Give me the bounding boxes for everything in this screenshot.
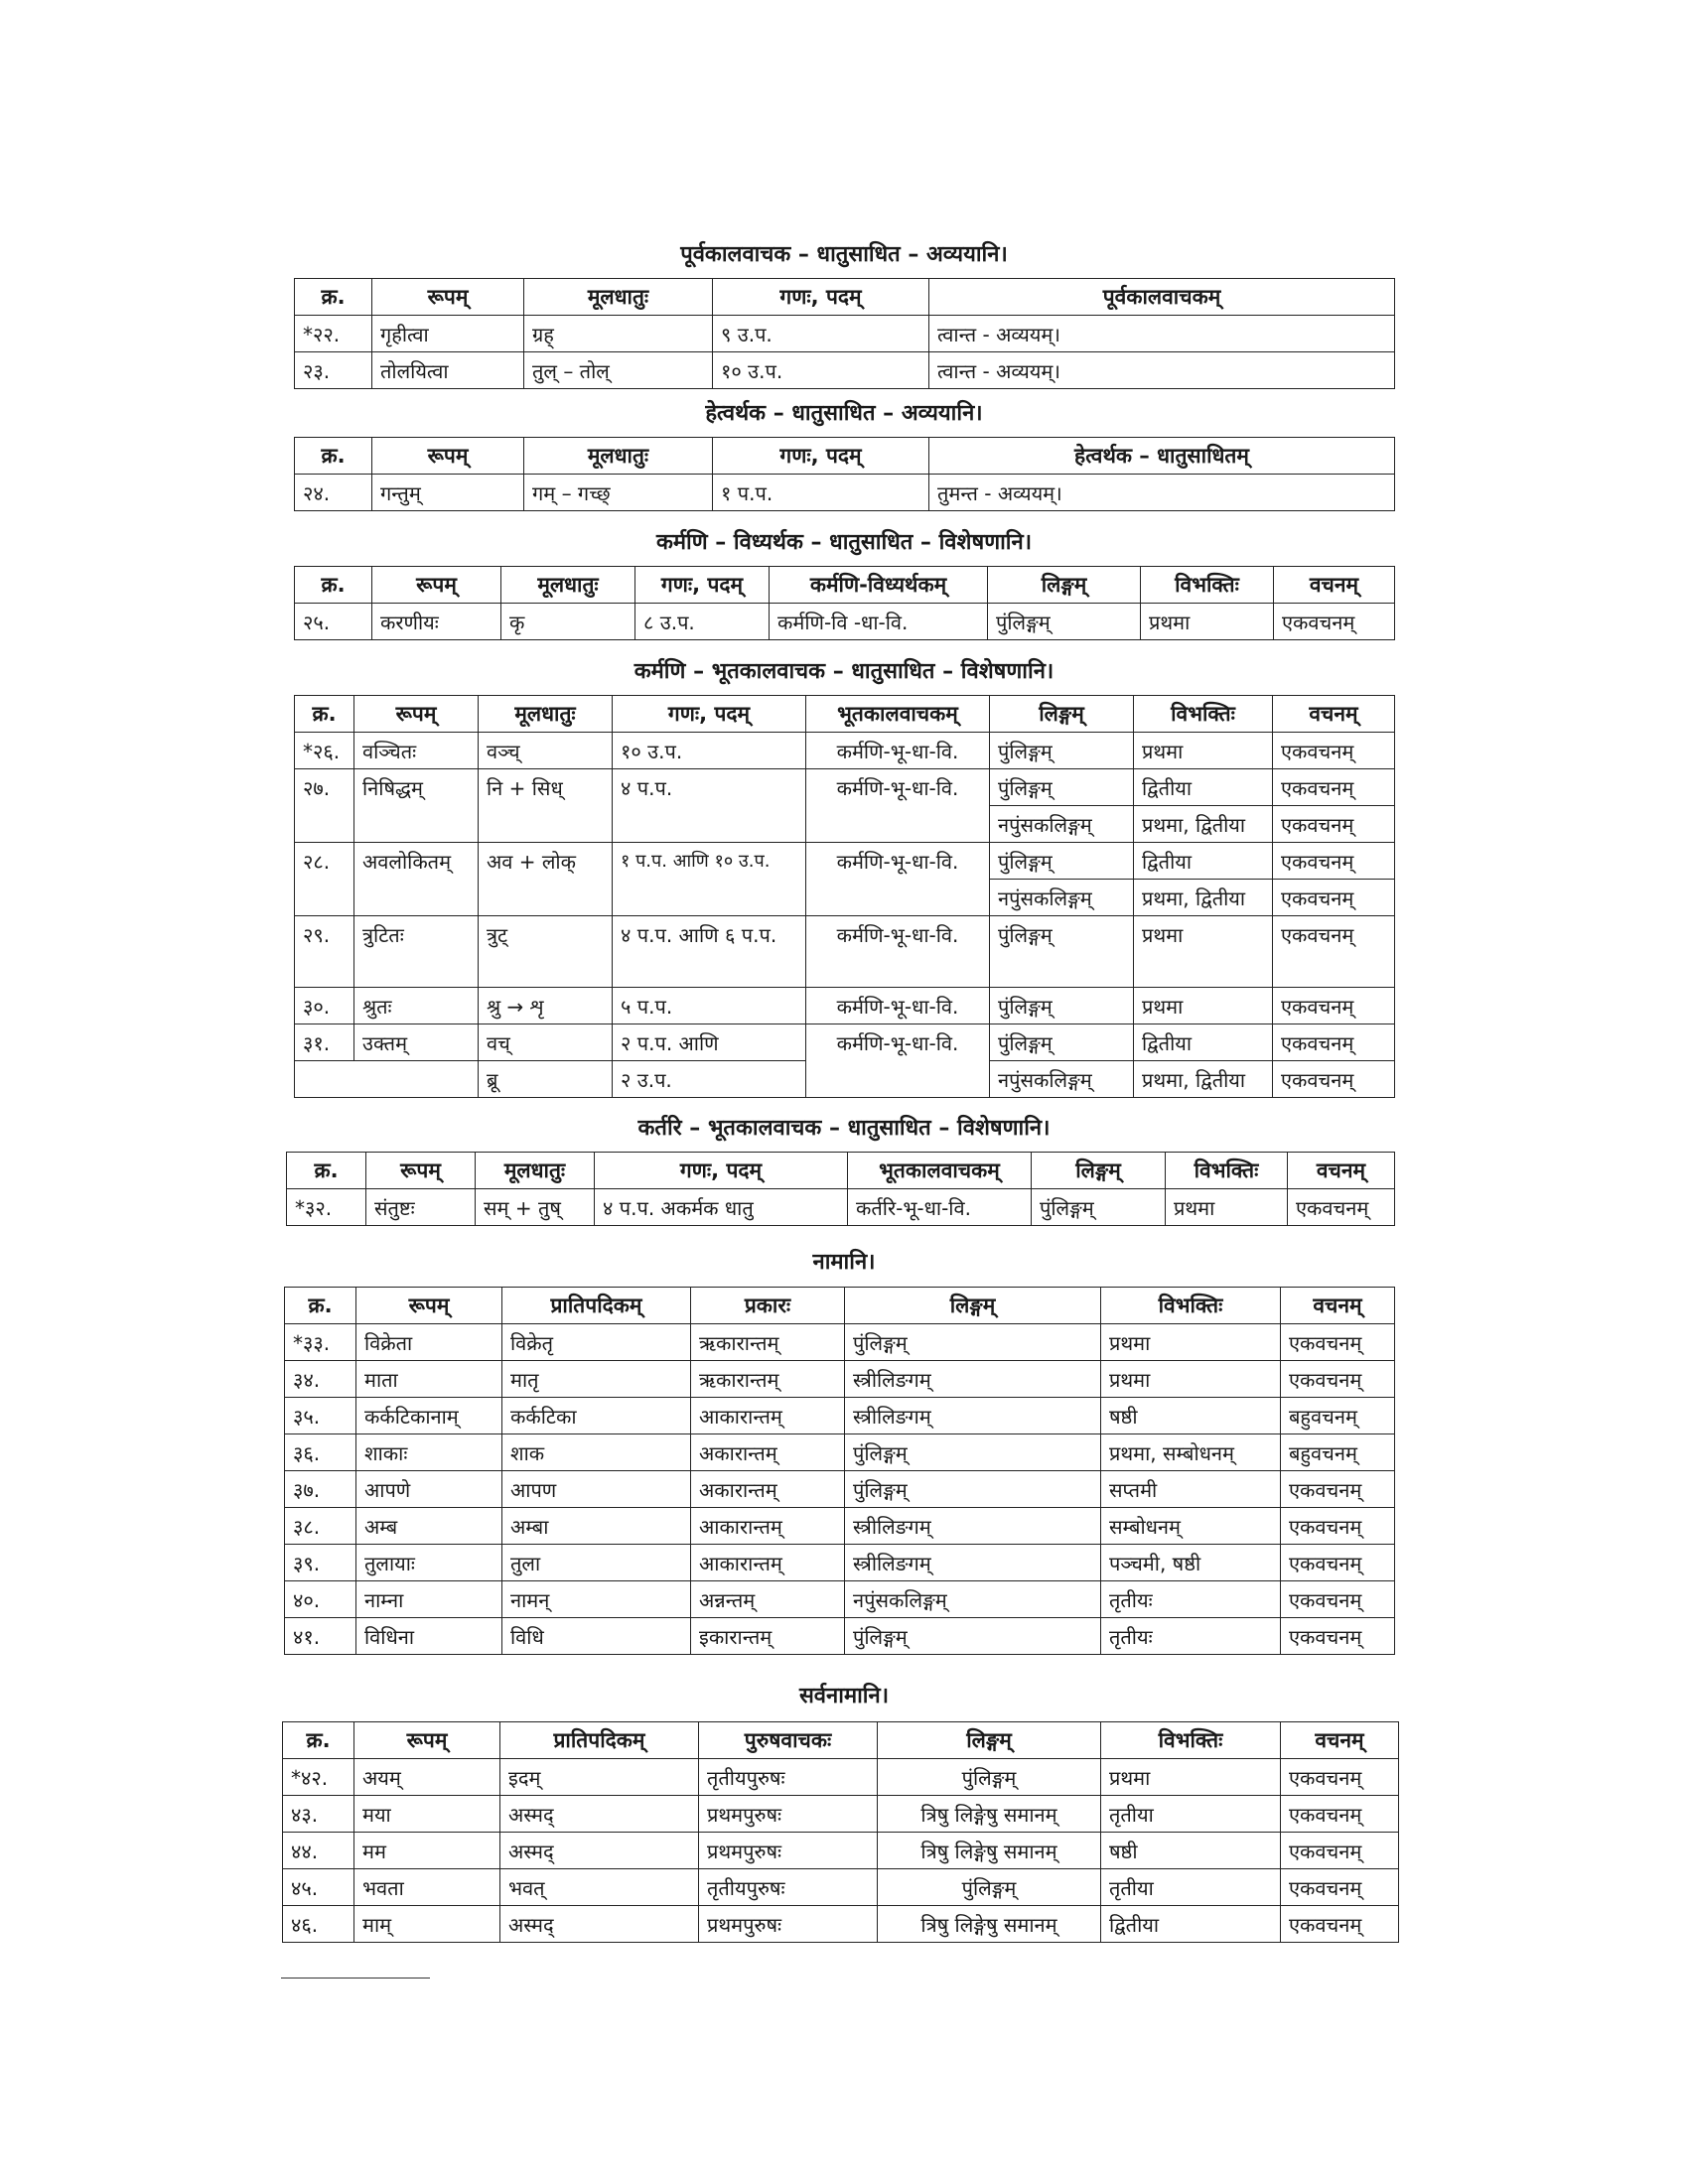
cell: शाक [502,1434,691,1471]
cell: प्रथमा, सम्बोधनम् [1101,1434,1281,1471]
col-header: भूतकालवाचकम् [848,1153,1032,1189]
cell: पुंलिङ्गम् [990,1024,1134,1061]
col-header: गणः, पदम् [635,567,770,604]
cell: अव + लोक् [479,843,613,916]
cell: *२६. [295,733,354,769]
col-header: हेत्वर्थक – धातुसाधितम् [929,438,1395,475]
cell: पुंलिङ्गम् [990,733,1134,769]
cell: अस्मद् [500,1906,699,1943]
section-title-sarvanamani: सर्वनामानि। [798,1684,890,1708]
cell: वञ्चितः [354,733,479,769]
cell: अन्नन्तम् [691,1581,845,1618]
col-header: प्रातिपदिकम् [502,1288,691,1324]
col-header: मूलधातुः [479,696,613,733]
cell: २८. [295,843,354,916]
col-header: क्र. [295,279,372,316]
cell: प्रथमपुरुषः [699,1833,878,1869]
cell: बहुवचनम् [1281,1398,1395,1434]
cell: त्वान्त - अव्ययम्। [929,316,1395,352]
cell: मम [354,1833,500,1869]
cell: ४६. [283,1906,354,1943]
table-kartari-bhutakala [286,1152,1395,1226]
cell: त्वान्त - अव्ययम्। [929,352,1395,389]
table-header-row [295,567,1395,604]
cell: एकवचनम् [1281,1581,1395,1618]
cell: ऋकारान्तम् [691,1361,845,1398]
cell: *३२. [287,1189,366,1226]
col-header: रूपम् [356,1288,502,1324]
cell: षष्ठी [1101,1833,1281,1869]
col-header: वचनम् [1273,696,1395,733]
cell: २ उ.प. [613,1061,806,1098]
cell: नि + सिध् [479,769,613,843]
cell: एकवचनम् [1281,1545,1395,1581]
cell: ३६. [285,1434,356,1471]
cell: तुला [502,1545,691,1581]
table-row [287,1189,1395,1226]
table-row [295,769,1395,806]
cell: भवत् [500,1869,699,1906]
table-header-row [295,438,1395,475]
cell: प्रथमा [1101,1361,1281,1398]
cell: प्रथमा [1166,1189,1288,1226]
cell: *३३. [285,1324,356,1361]
col-header: रूपम् [372,438,524,475]
cell: पुंलिङ्गम् [990,769,1134,806]
col-header: पुरुषवाचकः [699,1722,878,1759]
col-header: गणः, पदम् [595,1153,848,1189]
cell: कृ [501,604,635,640]
col-header: गणः, पदम् [613,696,806,733]
cell: कर्मणि-भू-धा-वि. [806,916,990,988]
cell: एकवचनम् [1281,1471,1395,1508]
cell: पञ्चमी, षष्ठी [1101,1545,1281,1581]
cell: मातृ [502,1361,691,1398]
cell: अस्मद् [500,1796,699,1833]
cell: १ प.प. आणि १० उ.प. [613,843,806,916]
cell: कर्मणि-वि -धा-वि. [770,604,988,640]
cell: तुमन्त - अव्ययम्। [929,475,1395,511]
cell: प्रथमपुरुषः [699,1906,878,1943]
col-header: मूलधातुः [501,567,635,604]
cell: स्त्रीलिङगम् [845,1361,1101,1398]
cell: आपण [502,1471,691,1508]
table-karmani-bhutakala [294,695,1395,1098]
cell: कर्कटिकानाम् [356,1398,502,1434]
cell: ३१. [295,1024,354,1061]
section-title-karmani-vidhyarthaka: कर्मणि – विध्यर्थक – धातुसाधित – विशेषणानि। [655,530,1033,555]
cell: द्वितीया [1134,1024,1273,1061]
cell: ५ प.प. [613,988,806,1024]
col-header: भूतकालवाचकम् [806,696,990,733]
cell: प्रथमपुरुषः [699,1796,878,1833]
cell: एकवचनम् [1281,1324,1395,1361]
cell: ४ प.प. [613,769,806,843]
cell: एकवचनम् [1281,1508,1395,1545]
cell: ३४. [285,1361,356,1398]
table-header-row [295,696,1395,733]
cell [295,1061,479,1098]
cell: *४२. [283,1759,354,1796]
cell: वञ्च् [479,733,613,769]
cell: सम् + तुष् [476,1189,595,1226]
table-row [295,316,1395,352]
col-header: गणः, पदम् [713,438,929,475]
table-row [285,1545,1395,1581]
cell: अकारान्तम् [691,1471,845,1508]
table-row [285,1581,1395,1618]
cell: नपुंसकलिङ्गम् [990,880,1134,916]
col-header: विभक्तिः [1101,1722,1281,1759]
cell: प्रथमा [1141,604,1274,640]
cell: सम्बोधनम् [1101,1508,1281,1545]
col-header: क्र. [283,1722,354,1759]
col-header: वचनम् [1274,567,1395,604]
cell: प्रथमा [1134,733,1273,769]
cell: श्रु → शृ [479,988,613,1024]
cell: प्रथमा [1101,1324,1281,1361]
cell: प्रथमा, द्वितीया [1134,1061,1273,1098]
cell: १ प.प. [713,475,929,511]
cell: ४ प.प. आणि ६ प.प. [613,916,806,988]
cell: एकवचनम् [1273,1061,1395,1098]
cell: कर्मणि-भू-धा-वि. [806,1024,990,1098]
col-header: रूपम् [372,279,524,316]
col-header: विभक्तिः [1134,696,1273,733]
col-header: क्र. [285,1288,356,1324]
cell: अयम् [354,1759,500,1796]
cell: पुंलिङ्गम् [1032,1189,1166,1226]
cell: पुंलिङ्गम् [990,843,1134,880]
cell: पुंलिङ्गम् [845,1471,1101,1508]
cell: विक्रेतृ [502,1324,691,1361]
cell: तुलायाः [356,1545,502,1581]
cell: विधि [502,1618,691,1655]
cell: इदम् [500,1759,699,1796]
table-row [285,1471,1395,1508]
col-header: लिङ्गम् [1032,1153,1166,1189]
table-row [283,1833,1399,1869]
cell: २९. [295,916,354,988]
cell: द्वितीया [1134,769,1273,806]
cell: एकवचनम् [1273,916,1395,988]
cell: कर्मणि-भू-धा-वि. [806,988,990,1024]
col-header: लिङ्गम् [988,567,1141,604]
table-row [283,1869,1399,1906]
col-header: वचनम् [1288,1153,1395,1189]
cell: माम् [354,1906,500,1943]
cell: ग्रह् [524,316,713,352]
cell: सप्तमी [1101,1471,1281,1508]
table-row [295,916,1395,988]
cell: एकवचनम् [1281,1906,1399,1943]
cell: २३. [295,352,372,389]
table-header-row [295,279,1395,316]
table-row [285,1508,1395,1545]
cell: भवता [354,1869,500,1906]
cell: ४०. [285,1581,356,1618]
cell: नामन् [502,1581,691,1618]
col-header: लिङ्गम् [990,696,1134,733]
cell: मया [354,1796,500,1833]
cell: स्त्रीलिङगम् [845,1545,1101,1581]
table-row [295,843,1395,880]
table-purvakala [294,278,1395,389]
cell: २७. [295,769,354,843]
cell: ४ प.प. अकर्मक धातु [595,1189,848,1226]
section-title-namani: नामानि। [812,1250,876,1275]
cell: एकवचनम् [1281,1759,1399,1796]
cell: त्रिषु लिङ्गेषु समानम् [878,1906,1101,1943]
table-row [285,1398,1395,1434]
table-row [285,1618,1395,1655]
section-title-hetvarthaka: हेत्वर्थक – धातुसाधित – अव्ययानि। [705,401,983,426]
cell: अकारान्तम् [691,1434,845,1471]
col-header: मूलधातुः [476,1153,595,1189]
cell: एकवचनम् [1281,1833,1399,1869]
cell: प्रथमा, द्वितीया [1134,806,1273,843]
cell: ३५. [285,1398,356,1434]
cell: विधिना [356,1618,502,1655]
cell: ब्रू [479,1061,613,1098]
table-hetvarthaka [294,437,1395,511]
cell: नाम्ना [356,1581,502,1618]
table-sarvanamani [282,1721,1399,1943]
cell: एकवचनम् [1273,769,1395,806]
col-header: वचनम् [1281,1722,1399,1759]
cell: तोलयित्वा [372,352,524,389]
cell: ३०. [295,988,354,1024]
cell: पुंलिङ्गम् [990,916,1134,988]
col-header: कर्मणि-विध्यर्थकम् [770,567,988,604]
cell: तुल् – तोल् [524,352,713,389]
cell: ८ उ.प. [635,604,770,640]
cell: ४५. [283,1869,354,1906]
cell: निषिद्धम् [354,769,479,843]
table-row [285,1434,1395,1471]
cell: एकवचनम् [1281,1796,1399,1833]
cell: वच् [479,1024,613,1061]
section-title-kartari-bhutakala: कर्तरि – भूतकालवाचक – धातुसाधित – विशेषणानि। [637,1116,1051,1141]
cell: *२२. [295,316,372,352]
table-row [295,1024,1395,1061]
cell: १० उ.प. [713,352,929,389]
cell: एकवचनम् [1273,843,1395,880]
cell: त्रुटितः [354,916,479,988]
cell: ४४. [283,1833,354,1869]
table-karmani-vidhyarthaka [294,566,1395,640]
col-header: प्रातिपदिकम् [500,1722,699,1759]
cell: स्त्रीलिङगम् [845,1508,1101,1545]
col-header: प्रकारः [691,1288,845,1324]
cell: अस्मद् [500,1833,699,1869]
col-header: लिङ्गम् [845,1288,1101,1324]
cell: २४. [295,475,372,511]
cell: करणीयः [372,604,501,640]
cell: आपणे [356,1471,502,1508]
cell: नपुंसकलिङ्गम् [845,1581,1101,1618]
cell: अम्ब [356,1508,502,1545]
col-header: विभक्तिः [1141,567,1274,604]
table-row [285,1324,1395,1361]
cell: ९ उ.प. [713,316,929,352]
cell: पुंलिङ्गम् [878,1759,1101,1796]
cell: तृतीया [1101,1796,1281,1833]
cell: ४१. [285,1618,356,1655]
cell: संतुष्टः [366,1189,476,1226]
cell: तृतीयपुरुषः [699,1759,878,1796]
cell: ३८. [285,1508,356,1545]
table-row [295,733,1395,769]
cell: पुंलिङ्गम् [845,1618,1101,1655]
cell: प्रथमा, द्वितीया [1134,880,1273,916]
cell: त्रिषु लिङ्गेषु समानम् [878,1796,1101,1833]
table-row [295,988,1395,1024]
table-header-row [283,1722,1399,1759]
cell: उक्तम् [354,1024,479,1061]
cell: कर्मणि-भू-धा-वि. [806,769,990,843]
table-row [295,352,1395,389]
cell: तृतीयः [1101,1581,1281,1618]
cell: एकवचनम् [1273,1024,1395,1061]
cell: एकवचनम् [1281,1869,1399,1906]
cell: गम् – गच्छ् [524,475,713,511]
cell: गन्तुम् [372,475,524,511]
col-header: विभक्तिः [1101,1288,1281,1324]
cell: एकवचनम् [1281,1361,1395,1398]
cell: तृतीयपुरुषः [699,1869,878,1906]
cell: पुंलिङ्गम् [990,988,1134,1024]
col-header: क्र. [295,696,354,733]
table-row [285,1361,1395,1398]
cell: कर्तरि-भू-धा-वि. [848,1189,1032,1226]
cell: कर्मणि-भू-धा-वि. [806,733,990,769]
col-header: पूर्वकालवाचकम् [929,279,1395,316]
cell: कर्मणि-भू-धा-वि. [806,843,990,916]
cell: गृहीत्वा [372,316,524,352]
col-header: रूपम् [366,1153,476,1189]
cell: एकवचनम् [1281,1618,1395,1655]
col-header: क्र. [295,567,372,604]
cell: त्रुट् [479,916,613,988]
cell: आकारान्तम् [691,1398,845,1434]
cell: कर्कटिका [502,1398,691,1434]
cell: नपुंसकलिङ्गम् [990,806,1134,843]
col-header: क्र. [287,1153,366,1189]
table-row [283,1796,1399,1833]
cell: अवलोकितम् [354,843,479,916]
cell: पुंलिङ्गम् [845,1434,1101,1471]
cell: आकारान्तम् [691,1545,845,1581]
cell: २५. [295,604,372,640]
cell: द्वितीया [1101,1906,1281,1943]
col-header: मूलधातुः [524,438,713,475]
cell: विक्रेता [356,1324,502,1361]
cell: इकारान्तम् [691,1618,845,1655]
cell: बहुवचनम् [1281,1434,1395,1471]
cell: अम्बा [502,1508,691,1545]
cell: तृतीयः [1101,1618,1281,1655]
table-row [283,1906,1399,1943]
cell: ३७. [285,1471,356,1508]
cell: प्रथमा [1101,1759,1281,1796]
col-header: रूपम् [354,1722,500,1759]
cell: ऋकारान्तम् [691,1324,845,1361]
section-title-purvakala: पूर्वकालवाचक – धातुसाधित – अव्ययानि। [680,242,1008,267]
cell: एकवचनम् [1273,988,1395,1024]
cell: द्वितीया [1134,843,1273,880]
footnote-divider [281,1978,430,1979]
cell: १० उ.प. [613,733,806,769]
cell: ३९. [285,1545,356,1581]
cell: षष्ठी [1101,1398,1281,1434]
col-header: मूलधातुः [524,279,713,316]
cell: स्त्रीलिङगम् [845,1398,1101,1434]
cell: ४३. [283,1796,354,1833]
cell: शाकाः [356,1434,502,1471]
col-header: लिङ्गम् [878,1722,1101,1759]
cell: एकवचनम् [1288,1189,1395,1226]
col-header: रूपम् [354,696,479,733]
cell: तृतीया [1101,1869,1281,1906]
section-title-karmani-bhutakala: कर्मणि – भूतकालवाचक – धातुसाधित – विशेषणानि। [633,659,1055,684]
col-header: वचनम् [1281,1288,1395,1324]
col-header: क्र. [295,438,372,475]
cell: त्रिषु लिङ्गेषु समानम् [878,1833,1101,1869]
table-header-row [285,1288,1395,1324]
cell: नपुंसकलिङ्गम् [990,1061,1134,1098]
cell: प्रथमा [1134,988,1273,1024]
cell: एकवचनम् [1274,604,1395,640]
cell: पुंलिङ्गम् [845,1324,1101,1361]
cell: माता [356,1361,502,1398]
col-header: विभक्तिः [1166,1153,1288,1189]
col-header: गणः, पदम् [713,279,929,316]
cell: पुंलिङ्गम् [988,604,1141,640]
cell: श्रुतः [354,988,479,1024]
cell: एकवचनम् [1273,880,1395,916]
col-header: रूपम् [372,567,501,604]
cell: २ प.प. आणि [613,1024,806,1061]
table-row [283,1759,1399,1796]
table-header-row [287,1153,1395,1189]
cell: एकवचनम् [1273,733,1395,769]
cell: प्रथमा [1134,916,1273,988]
table-row [295,475,1395,511]
cell: आकारान्तम् [691,1508,845,1545]
table-namani [284,1287,1395,1655]
cell: पुंलिङ्गम् [878,1869,1101,1906]
table-row [295,604,1395,640]
cell: एकवचनम् [1273,806,1395,843]
